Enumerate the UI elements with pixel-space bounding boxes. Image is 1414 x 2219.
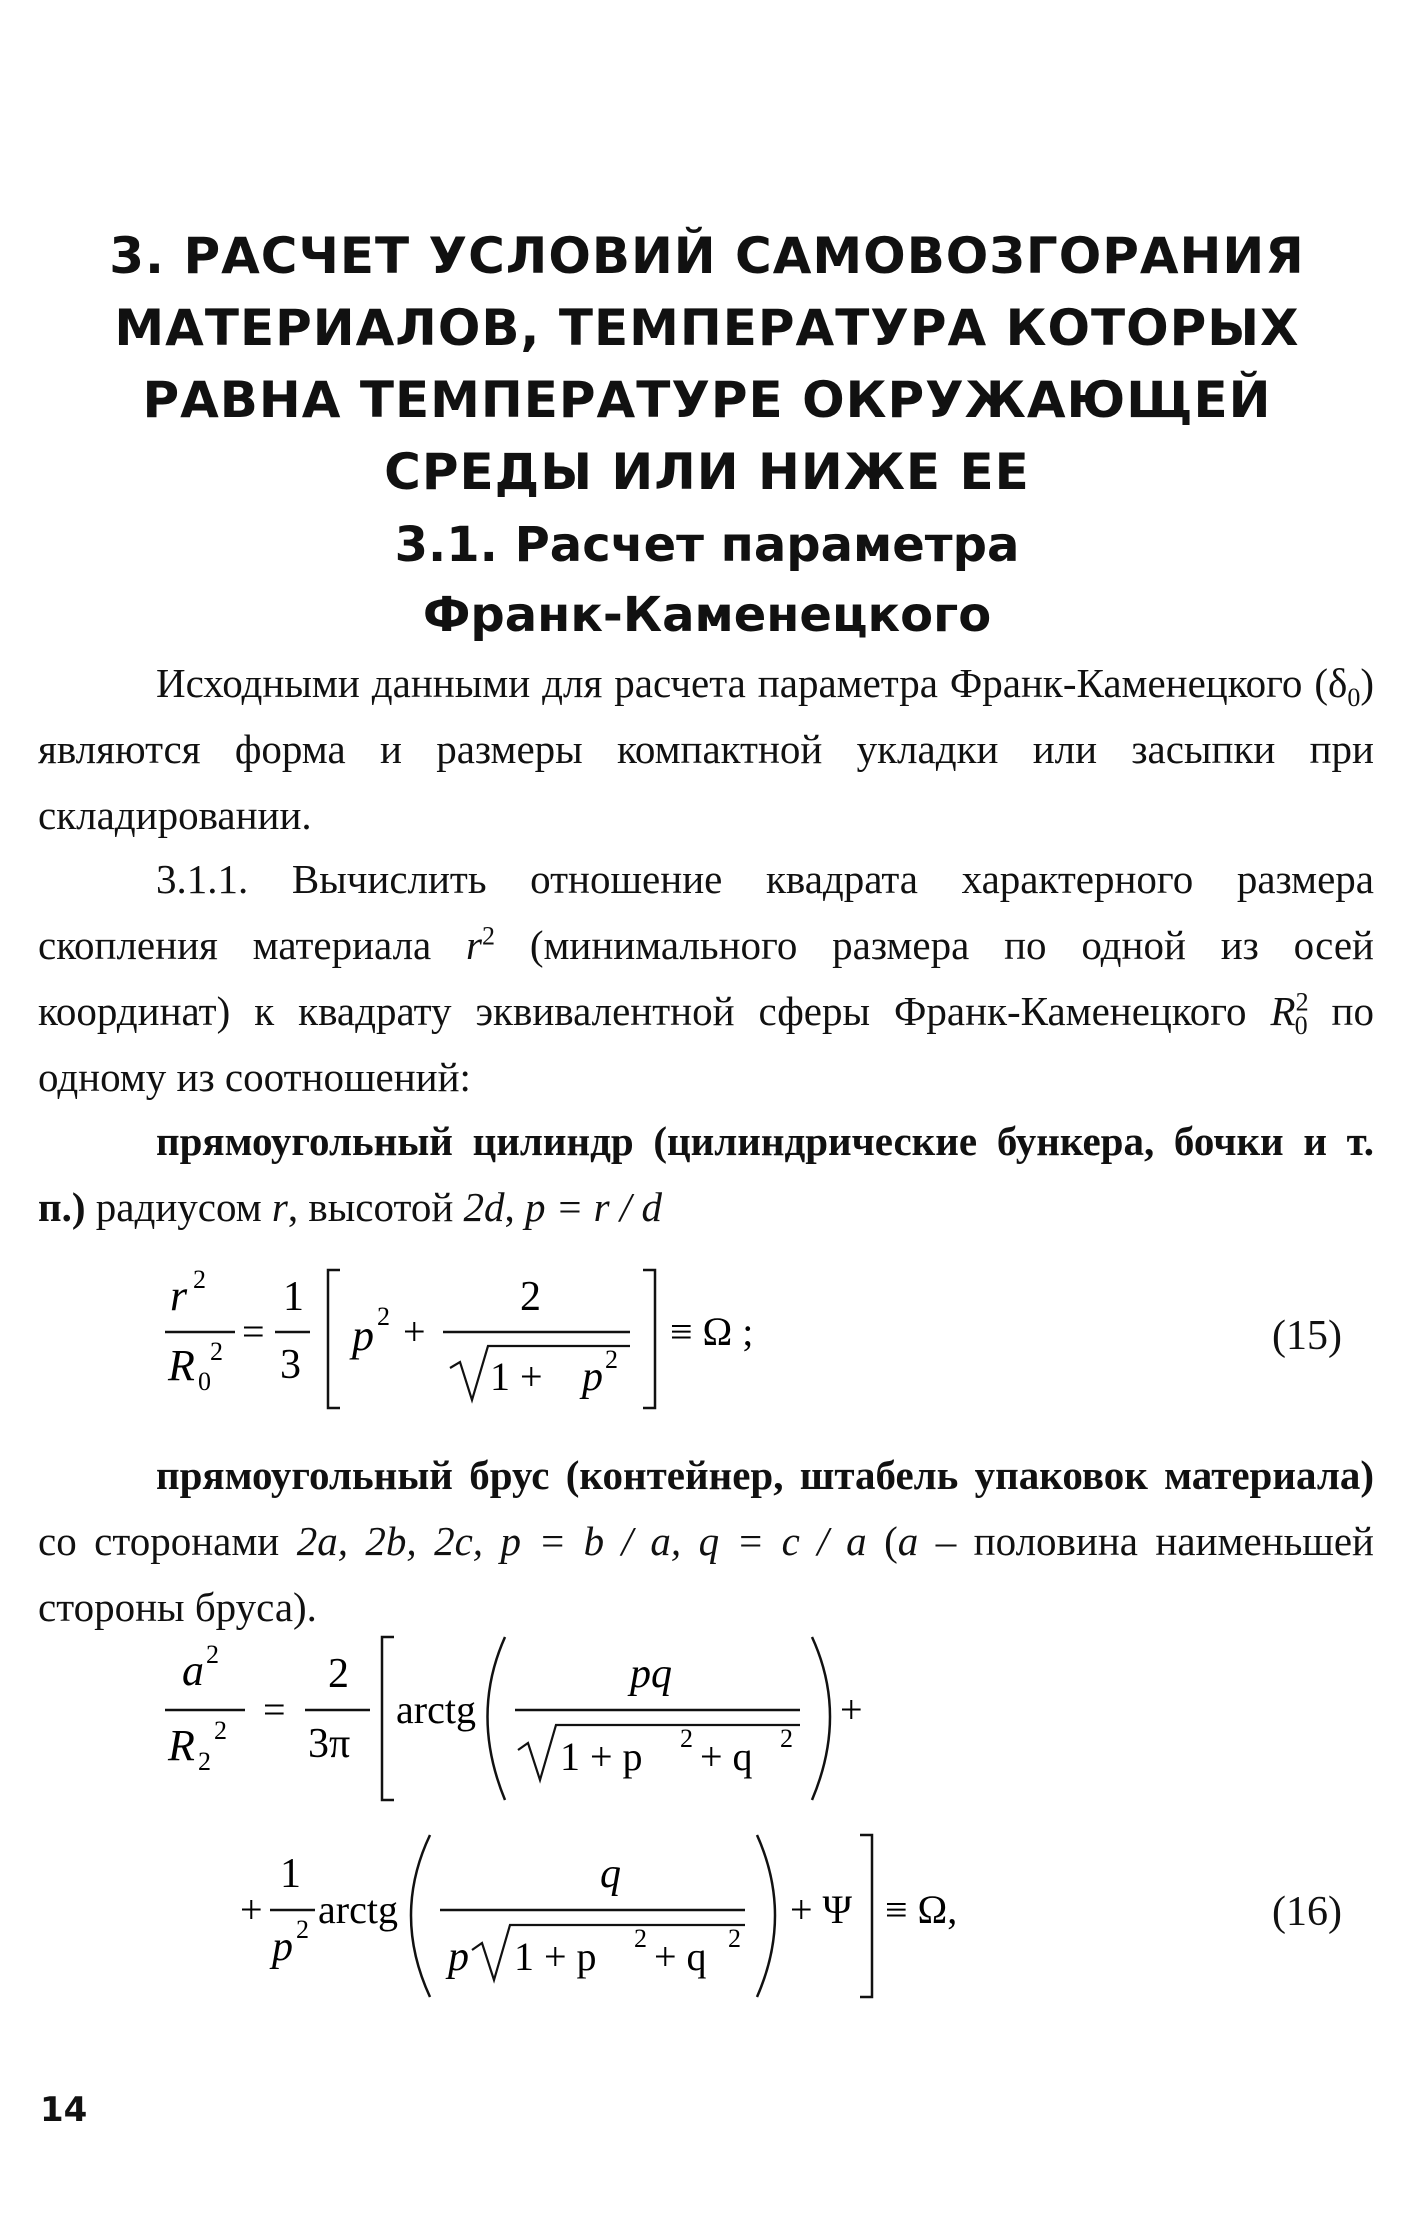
eq16-p-factor: p: [448, 1934, 469, 1980]
eq15-R-sup: 2: [210, 1337, 223, 1366]
section-title: [90, 510, 1324, 650]
eq16-q: q: [600, 1851, 621, 1897]
eq16-R: R: [168, 1721, 195, 1770]
equation-16: [160, 1625, 1260, 2005]
eq16-p-den: p: [272, 1924, 293, 1970]
eq16-right-paren-2: [757, 1835, 775, 1997]
eq15-R-sub: 0: [198, 1367, 211, 1396]
eq16-a: a: [182, 1646, 204, 1695]
eq16-3pi: 3π: [308, 1721, 351, 1767]
chapter-title: [90, 220, 1324, 508]
equation-15-formula: [160, 1250, 860, 1430]
eq16-psi: + Ψ: [790, 1887, 853, 1932]
eq16-sqrt-q-1: + q: [700, 1734, 753, 1779]
eq16-arctg-1: arctg: [396, 1687, 476, 1732]
page-number: 14: [40, 2090, 88, 2130]
eq16-sqrt-q-2: + q: [654, 1934, 707, 1979]
paragraph-cylinder: прямоугольный цилиндр (цилиндрические бункера, бочки и т. п.) радиусом r, высотой 2d, p = r / d: [38, 1118, 1374, 1230]
section-title-line: Франк-Каменецкого: [422, 587, 992, 643]
eq16-sqrt-q-sup-2: 2: [728, 1924, 741, 1953]
eq16-sqrt-p-sup-1: 2: [680, 1724, 693, 1753]
eq15-r-sup: 2: [193, 1265, 206, 1294]
eq16-a-sup: 2: [206, 1640, 219, 1669]
eq16-pq: pq: [630, 1651, 672, 1697]
eq15-equiv-omega: ≡ Ω ;: [670, 1309, 754, 1354]
equation-16-formula: [160, 1625, 1260, 2005]
eq15-equals: =: [242, 1309, 265, 1354]
eq16-one: 1: [280, 1851, 301, 1897]
eq16-arctg-2: arctg: [318, 1887, 398, 1932]
eq15-sqrt-p: p: [582, 1354, 603, 1400]
eq15-p: p: [352, 1311, 374, 1360]
equation-16-number: (16): [1272, 1889, 1342, 1935]
eq16-sqrt-q-sup-1: 2: [780, 1724, 793, 1753]
eq16-equiv-omega: ≡ Ω,: [885, 1887, 958, 1932]
eq16-left-bracket: [382, 1637, 394, 1800]
eq15-three: 3: [280, 1342, 301, 1388]
eq15-r: r: [170, 1271, 188, 1320]
paragraph-box: прямоугольный брус (контейнер, штабель упаковок материала) со сторонами 2a, 2b, 2c, p = b / a, q = c / a (a – половина наименьшей стороны бруса).: [38, 1452, 1374, 1630]
eq16-R-sub: 2: [198, 1747, 211, 1776]
chapter-title-line: 3. РАСЧЕТ УСЛОВИЙ САМОВОЗГОРАНИЯ: [109, 227, 1305, 285]
paragraph-initial-data: Исходными данными для расчета параметра Франк-Каменецкого $(\delta_0)$ являются форма и размеры компактной укладки или засыпки при складировании.: [38, 660, 1374, 838]
eq16-sqrt-p-sup-2: 2: [634, 1924, 647, 1953]
equation-15-number: (15): [1272, 1313, 1342, 1359]
equation-15: [160, 1250, 860, 1430]
section-title-line: 3.1. Расчет параметра: [394, 517, 1020, 573]
eq15-plus: +: [403, 1309, 426, 1354]
chapter-title-line: СРЕДЫ ИЛИ НИЖЕ ЕЕ: [384, 443, 1030, 501]
eq15-sqrt-body: 1 +: [490, 1354, 543, 1399]
eq16-right-paren-1: [812, 1637, 830, 1800]
eq16-p-den-sup: 2: [296, 1915, 309, 1944]
eq16-equals: =: [263, 1687, 286, 1732]
eq16-left-paren-2: [411, 1835, 430, 1997]
eq15-sqrt-p-sup: 2: [605, 1345, 618, 1374]
eq16-left-paren-1: [488, 1637, 506, 1800]
eq16-sqrt-body-2: 1 + p: [514, 1934, 597, 1979]
paragraph-step-3-1-1: 3.1.1. Вычислить отношение квадрата характерного размера скопления материала $r^2$ (минимального размера по одной из осей координат) к квадрату эквивалентной сферы Франк-Каменецкого $R^2_0$ по одному из соотношений:: [38, 856, 1374, 1100]
eq16-sqrt-body-1: 1 + p: [560, 1734, 643, 1779]
eq15-one: 1: [283, 1274, 304, 1320]
eq16-plus-end: +: [840, 1687, 863, 1732]
eq16-R-sup: 2: [214, 1716, 227, 1745]
eq16-right-bracket: [860, 1835, 872, 1997]
chapter-title-line: МАТЕРИАЛОВ, ТЕМПЕРАТУРА КОТОРЫХ: [114, 299, 1300, 357]
eq15-right-bracket: [643, 1270, 655, 1408]
eq15-R: R: [168, 1341, 195, 1390]
eq16-two: 2: [328, 1651, 349, 1697]
eq16-plus-start: +: [240, 1887, 263, 1932]
chapter-title-line: РАВНА ТЕМПЕРАТУРЕ ОКРУЖАЮЩЕЙ: [142, 371, 1272, 429]
eq15-left-bracket: [328, 1270, 340, 1408]
eq15-p-sup: 2: [377, 1302, 390, 1331]
eq15-two: 2: [520, 1274, 541, 1320]
